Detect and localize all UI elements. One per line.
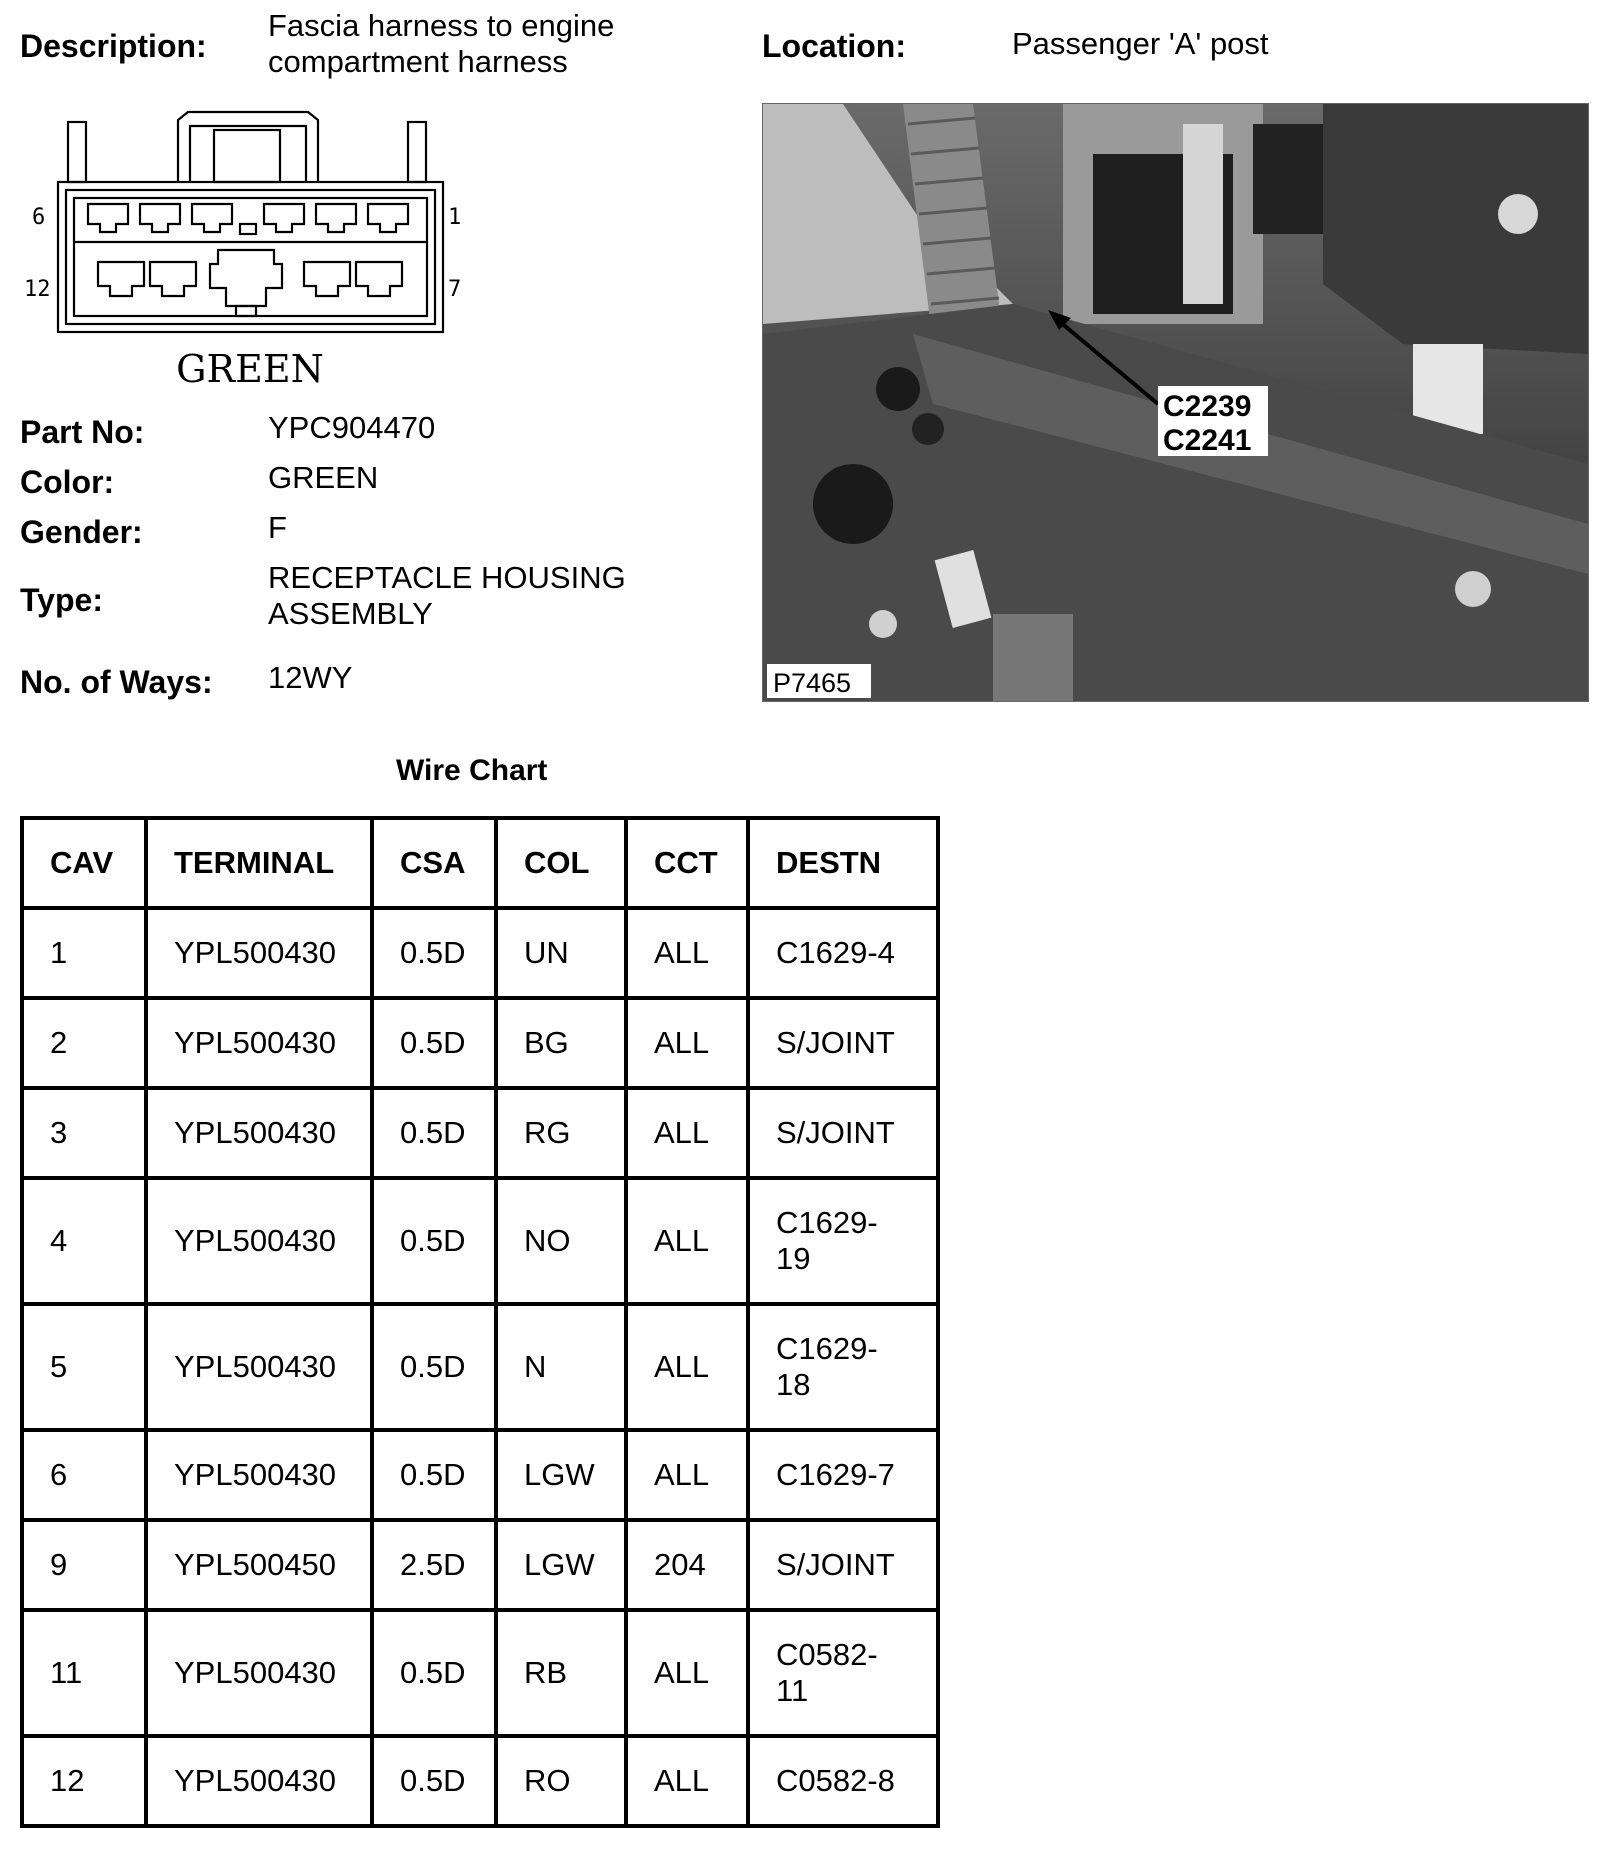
- cell-cav: 6: [22, 1430, 146, 1520]
- cell-terminal: YPL500430: [146, 1736, 372, 1826]
- table-row: [22, 1430, 938, 1520]
- destn-line-1: C1629-4: [776, 935, 895, 970]
- cell-destn: [748, 1304, 938, 1430]
- table-row: [22, 998, 938, 1088]
- col-header-csa: CSA: [372, 818, 496, 908]
- gender-value: F: [268, 510, 287, 545]
- cell-destn: [748, 908, 938, 998]
- table-row: [22, 1736, 938, 1826]
- connector-diagram: [18, 100, 462, 400]
- connector-color-label: GREEN: [176, 347, 324, 391]
- ways-value: 12WY: [268, 660, 353, 695]
- description-line-1: Fascia harness to engine: [268, 8, 615, 43]
- cell-csa: 0.5D: [372, 1430, 496, 1520]
- cell-cct: 204: [626, 1520, 748, 1610]
- cell-terminal: YPL500430: [146, 1430, 372, 1520]
- destn-line-1: C1629-7: [776, 1457, 895, 1492]
- gender-label: Gender:: [20, 514, 143, 550]
- color-value: GREEN: [268, 460, 379, 495]
- part-no-value: YPC904470: [268, 410, 436, 445]
- pin-label-6: 6: [32, 205, 46, 230]
- cell-col: NO: [496, 1178, 626, 1304]
- ways-label: No. of Ways:: [20, 664, 213, 700]
- cell-cav: 11: [22, 1610, 146, 1736]
- wire-chart-table: [20, 816, 940, 1828]
- cell-cct: ALL: [626, 1304, 748, 1430]
- cell-terminal: YPL500450: [146, 1520, 372, 1610]
- cell-csa: 0.5D: [372, 1088, 496, 1178]
- cell-csa: 0.5D: [372, 998, 496, 1088]
- col-header-destn: DESTN: [748, 818, 938, 908]
- cell-terminal: YPL500430: [146, 1178, 372, 1304]
- destn-line-2: 18: [776, 1367, 811, 1402]
- pin-label-1: 1: [448, 205, 462, 230]
- cell-destn: [748, 1520, 938, 1610]
- col-header-col: COL: [496, 818, 626, 908]
- destn-line-1: C0582-8: [776, 1763, 895, 1798]
- photo-callout-2: C2241: [1163, 424, 1252, 457]
- col-header-terminal: TERMINAL: [146, 818, 372, 908]
- table-row: [22, 908, 938, 998]
- table-row: [22, 1178, 938, 1304]
- cell-cav: 9: [22, 1520, 146, 1610]
- cell-destn: [748, 1088, 938, 1178]
- photo-callout-1: C2239: [1163, 390, 1252, 423]
- cell-csa: 0.5D: [372, 1736, 496, 1826]
- cell-col: N: [496, 1304, 626, 1430]
- destn-line-1: C0582-: [776, 1637, 878, 1672]
- wire-chart-title: Wire Chart: [396, 754, 548, 787]
- table-row: [22, 1520, 938, 1610]
- table-row: [22, 1610, 938, 1736]
- cell-terminal: YPL500430: [146, 908, 372, 998]
- cell-csa: 2.5D: [372, 1520, 496, 1610]
- photo-ref: P7465: [773, 668, 852, 698]
- cell-cct: ALL: [626, 1178, 748, 1304]
- cell-col: UN: [496, 908, 626, 998]
- cell-cav: 2: [22, 998, 146, 1088]
- color-label: Color:: [20, 464, 115, 500]
- destn-line-1: S/JOINT: [776, 1025, 895, 1060]
- col-header-cav: CAV: [22, 818, 146, 908]
- cell-destn: [748, 1430, 938, 1520]
- description-label: Description:: [20, 28, 207, 64]
- type-label: Type:: [20, 582, 103, 618]
- location-value: Passenger 'A' post: [1012, 26, 1269, 61]
- col-header-cct: CCT: [626, 818, 748, 908]
- cell-csa: 0.5D: [372, 908, 496, 998]
- destn-line-2: 19: [776, 1241, 811, 1276]
- cell-cct: ALL: [626, 1610, 748, 1736]
- destn-line-1: C1629-: [776, 1331, 878, 1366]
- cell-destn: [748, 1736, 938, 1826]
- cell-cav: 4: [22, 1178, 146, 1304]
- cell-cct: ALL: [626, 1088, 748, 1178]
- cell-terminal: YPL500430: [146, 1610, 372, 1736]
- cell-cct: ALL: [626, 1430, 748, 1520]
- table-row: [22, 1304, 938, 1430]
- description-value: [268, 8, 614, 80]
- cell-terminal: YPL500430: [146, 1304, 372, 1430]
- cell-terminal: YPL500430: [146, 1088, 372, 1178]
- cell-cav: 5: [22, 1304, 146, 1430]
- pin-label-7: 7: [448, 277, 462, 302]
- location-label: Location:: [762, 28, 906, 64]
- part-no-label: Part No:: [20, 414, 145, 450]
- cell-cav: 3: [22, 1088, 146, 1178]
- table-header-row: [22, 818, 938, 908]
- cell-col: BG: [496, 998, 626, 1088]
- cell-col: RB: [496, 1610, 626, 1736]
- destn-line-1: S/JOINT: [776, 1115, 895, 1150]
- description-line-2: compartment harness: [268, 44, 568, 79]
- cell-col: RG: [496, 1088, 626, 1178]
- table-row: [22, 1088, 938, 1178]
- cell-col: RO: [496, 1736, 626, 1826]
- destn-line-1: S/JOINT: [776, 1547, 895, 1582]
- cell-cct: ALL: [626, 908, 748, 998]
- cell-csa: 0.5D: [372, 1304, 496, 1430]
- cell-col: LGW: [496, 1430, 626, 1520]
- cell-terminal: YPL500430: [146, 998, 372, 1088]
- destn-line-2: 11: [776, 1673, 809, 1708]
- type-line-1: RECEPTACLE HOUSING: [268, 560, 626, 595]
- type-line-2: ASSEMBLY: [268, 596, 433, 631]
- cell-cct: ALL: [626, 998, 748, 1088]
- location-photo: [762, 103, 1589, 702]
- cell-destn: [748, 1610, 938, 1736]
- cell-col: LGW: [496, 1520, 626, 1610]
- type-value: [268, 560, 626, 632]
- cell-cct: ALL: [626, 1736, 748, 1826]
- cell-destn: [748, 1178, 938, 1304]
- cell-cav: 1: [22, 908, 146, 998]
- pin-label-12: 12: [24, 277, 51, 302]
- cell-csa: 0.5D: [372, 1178, 496, 1304]
- cell-csa: 0.5D: [372, 1610, 496, 1736]
- cell-cav: 12: [22, 1736, 146, 1826]
- cell-destn: [748, 998, 938, 1088]
- destn-line-1: C1629-: [776, 1205, 878, 1240]
